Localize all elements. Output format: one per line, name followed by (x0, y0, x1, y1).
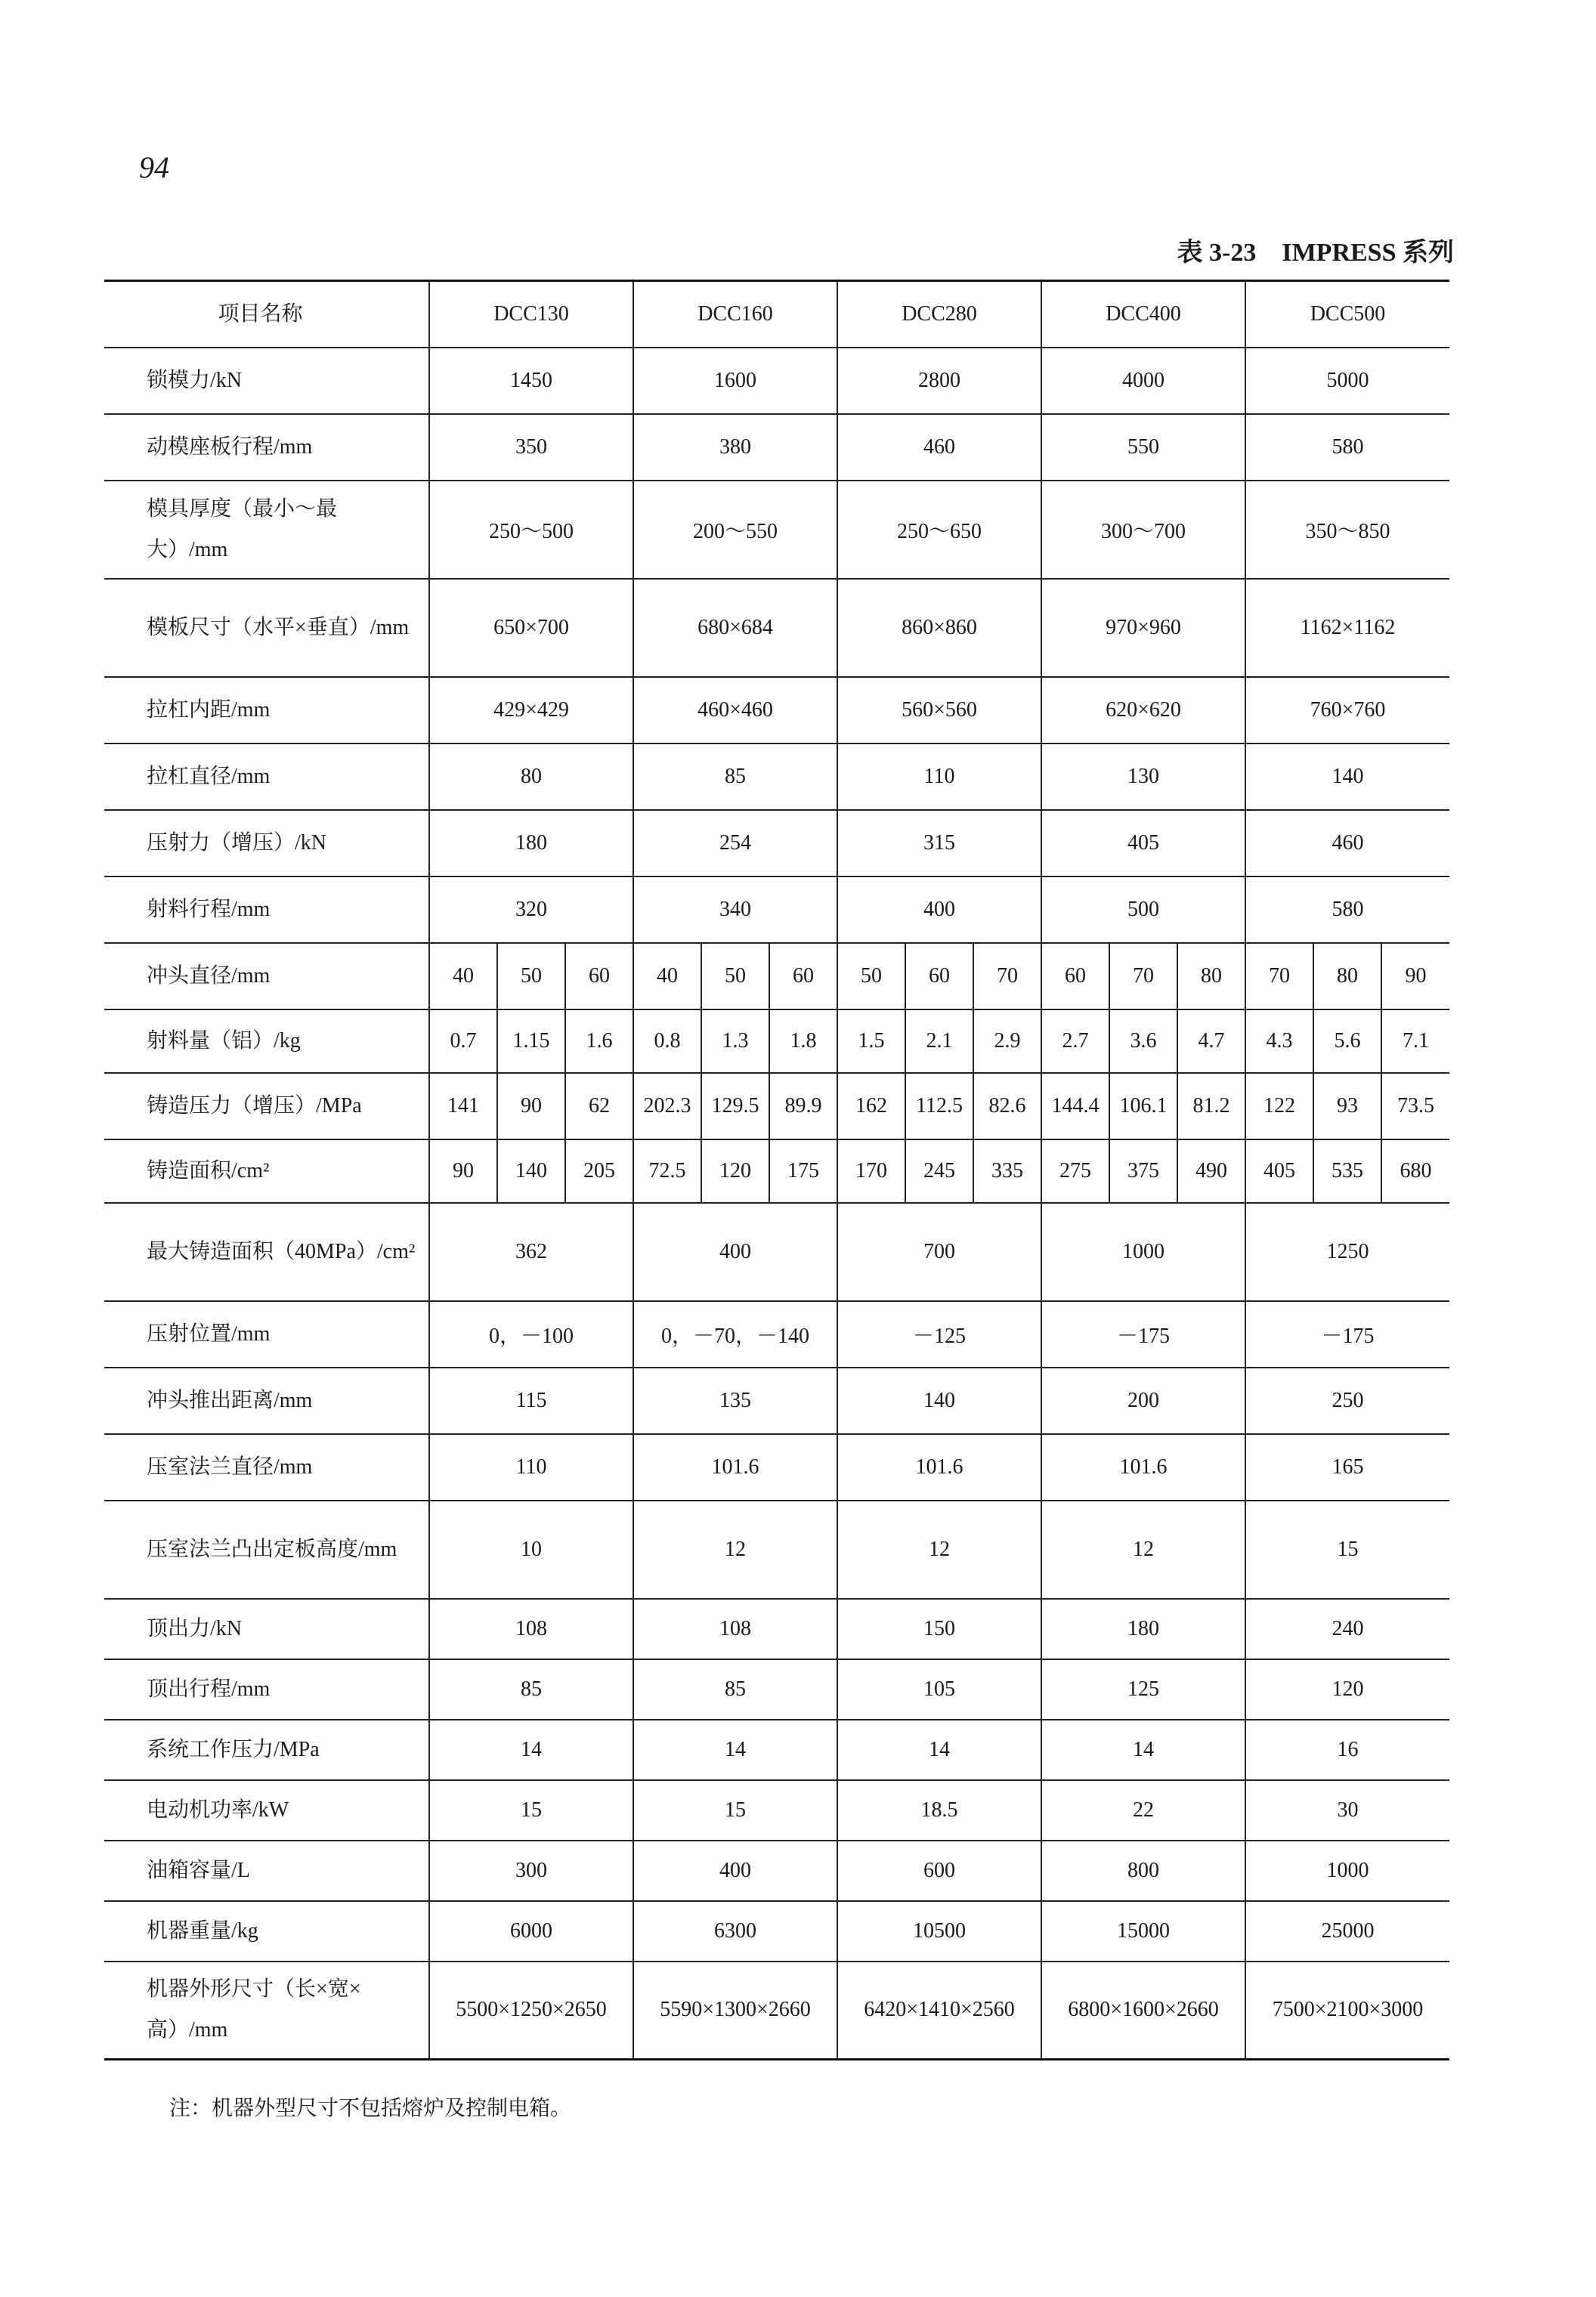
cell-value: 162 (837, 1073, 905, 1139)
cell-value: 6000 (429, 1901, 633, 1962)
cell-value: 490 (1177, 1139, 1245, 1203)
cell-value: 85 (633, 1659, 837, 1720)
table-row (104, 943, 1449, 1009)
cell-value: 112.5 (905, 1073, 973, 1139)
cell-value: 120 (1245, 1659, 1449, 1720)
table-row (104, 1434, 1449, 1501)
cell-value: 80 (429, 744, 633, 810)
cell-value: 550 (1041, 414, 1245, 481)
cell-value: 40 (633, 943, 701, 1009)
table-row (104, 1720, 1449, 1780)
cell-value: 22 (1041, 1780, 1245, 1841)
header-model: DCC500 (1245, 281, 1449, 348)
cell-value: 90 (1381, 943, 1449, 1009)
cell-value: 141 (429, 1073, 497, 1139)
cell-value: 560×560 (837, 677, 1041, 744)
cell-value: 18.5 (837, 1780, 1041, 1841)
cell-value: 50 (837, 943, 905, 1009)
cell-value: 200～550 (633, 481, 837, 579)
row-label: 电动机功率/kW (104, 1780, 429, 1841)
cell-value: 1.3 (701, 1009, 769, 1073)
row-label: 油箱容量/L (104, 1841, 429, 1901)
table-row (104, 744, 1449, 810)
cell-value: 14 (429, 1720, 633, 1780)
cell-value: 165 (1245, 1434, 1449, 1501)
row-label: 拉杠内距/mm (104, 677, 429, 744)
cell-value: 335 (973, 1139, 1041, 1203)
cell-value: 400 (633, 1841, 837, 1901)
cell-value: 12 (837, 1501, 1041, 1599)
row-label: 铸造压力（增压）/MPa (104, 1073, 429, 1139)
cell-value: 14 (837, 1720, 1041, 1780)
table-note: 注：机器外型尺寸不包括熔炉及控制电箱。 (169, 2095, 572, 2120)
cell-value: 140 (1245, 744, 1449, 810)
row-label: 压室法兰凸出定板高度/mm (104, 1501, 429, 1599)
table-row (104, 1659, 1449, 1720)
cell-value: 101.6 (1041, 1434, 1245, 1501)
cell-value: 2800 (837, 348, 1041, 414)
cell-value: 129.5 (701, 1073, 769, 1139)
cell-value: 240 (1245, 1599, 1449, 1659)
cell-value: 1000 (1245, 1841, 1449, 1901)
table-row (104, 1009, 1449, 1073)
cell-value: 70 (973, 943, 1041, 1009)
cell-value: 6420×1410×2560 (837, 1962, 1041, 2060)
cell-value: 82.6 (973, 1073, 1041, 1139)
cell-value: 62 (565, 1073, 633, 1139)
cell-value: 1250 (1245, 1203, 1449, 1301)
cell-value: 245 (905, 1139, 973, 1203)
cell-value: 60 (565, 943, 633, 1009)
header-item: 项目名称 (104, 281, 429, 348)
cell-value: 12 (633, 1501, 837, 1599)
cell-value: 15 (1245, 1501, 1449, 1599)
cell-value: 580 (1245, 414, 1449, 481)
cell-value: 25000 (1245, 1901, 1449, 1962)
cell-value: 1.6 (565, 1009, 633, 1073)
cell-value: 110 (429, 1434, 633, 1501)
cell-value: 405 (1245, 1139, 1313, 1203)
cell-value: 5.6 (1313, 1009, 1381, 1073)
cell-value: 106.1 (1109, 1073, 1177, 1139)
spec-table (104, 280, 1449, 2060)
cell-value: 14 (633, 1720, 837, 1780)
table-row (104, 1901, 1449, 1962)
table-row (104, 1962, 1449, 2060)
table-row (104, 481, 1449, 579)
cell-value: 4000 (1041, 348, 1245, 414)
cell-value: 81.2 (1177, 1073, 1245, 1139)
row-label: 压射力（增压）/kN (104, 810, 429, 876)
cell-value: 600 (837, 1841, 1041, 1901)
cell-value: 300～700 (1041, 481, 1245, 579)
cell-value: 60 (769, 943, 837, 1009)
table-row (104, 1203, 1449, 1301)
cell-value: 5500×1250×2650 (429, 1962, 633, 2060)
cell-value: 340 (633, 876, 837, 943)
cell-value: 70 (1109, 943, 1177, 1009)
cell-value: 205 (565, 1139, 633, 1203)
cell-value: 860×860 (837, 579, 1041, 677)
table-row (104, 876, 1449, 943)
cell-value: 12 (1041, 1501, 1245, 1599)
cell-value: 7500×2100×3000 (1245, 1962, 1449, 2060)
cell-value: 85 (429, 1659, 633, 1720)
cell-value: 1.15 (497, 1009, 565, 1073)
cell-value: 2.1 (905, 1009, 973, 1073)
table-row (104, 1841, 1449, 1901)
row-label: 压室法兰直径/mm (104, 1434, 429, 1501)
cell-value: 300 (429, 1841, 633, 1901)
cell-value: 4.3 (1245, 1009, 1313, 1073)
cell-value: 970×960 (1041, 579, 1245, 677)
cell-value: 108 (429, 1599, 633, 1659)
table-row (104, 1368, 1449, 1434)
cell-value: 90 (429, 1139, 497, 1203)
cell-value: 70 (1245, 943, 1313, 1009)
cell-value: 125 (1041, 1659, 1245, 1720)
cell-value: 760×760 (1245, 677, 1449, 744)
cell-value: 2.7 (1041, 1009, 1109, 1073)
cell-value: 500 (1041, 876, 1245, 943)
cell-value: 3.6 (1109, 1009, 1177, 1073)
cell-value: 50 (701, 943, 769, 1009)
cell-value: 700 (837, 1203, 1041, 1301)
row-label: 最大铸造面积（40MPa）/cm² (104, 1203, 429, 1301)
cell-value: 80 (1313, 943, 1381, 1009)
cell-value: 0.8 (633, 1009, 701, 1073)
cell-value: 15000 (1041, 1901, 1245, 1962)
cell-value: 10500 (837, 1901, 1041, 1962)
header-model: DCC280 (837, 281, 1041, 348)
cell-value: 400 (837, 876, 1041, 943)
cell-value: 1600 (633, 348, 837, 414)
cell-value: 460 (837, 414, 1041, 481)
row-label: 锁模力/kN (104, 348, 429, 414)
table-row (104, 414, 1449, 481)
cell-value: 800 (1041, 1841, 1245, 1901)
cell-value: 14 (1041, 1720, 1245, 1780)
cell-value: 30 (1245, 1780, 1449, 1841)
cell-value: 16 (1245, 1720, 1449, 1780)
header-model: DCC160 (633, 281, 837, 348)
cell-value: 15 (633, 1780, 837, 1841)
cell-value: 122 (1245, 1073, 1313, 1139)
cell-value: 620×620 (1041, 677, 1245, 744)
cell-value: 180 (1041, 1599, 1245, 1659)
cell-value: 375 (1109, 1139, 1177, 1203)
row-label: 冲头直径/mm (104, 943, 429, 1009)
cell-value: 315 (837, 810, 1041, 876)
cell-value: 580 (1245, 876, 1449, 943)
cell-value: 1450 (429, 348, 633, 414)
cell-value: 135 (633, 1368, 837, 1434)
cell-value: 5000 (1245, 348, 1449, 414)
row-label: 顶出力/kN (104, 1599, 429, 1659)
cell-value: 105 (837, 1659, 1041, 1720)
table-row (104, 1599, 1449, 1659)
cell-value: 362 (429, 1203, 633, 1301)
cell-value: 250～500 (429, 481, 633, 579)
cell-value: 175 (769, 1139, 837, 1203)
cell-value: 10 (429, 1501, 633, 1599)
cell-value: 170 (837, 1139, 905, 1203)
cell-value: 15 (429, 1780, 633, 1841)
cell-value: 93 (1313, 1073, 1381, 1139)
row-label: 冲头推出距离/mm (104, 1368, 429, 1434)
row-label: 射料量（铝）/kg (104, 1009, 429, 1073)
cell-value: 680×684 (633, 579, 837, 677)
cell-value: 0，－70，－140 (633, 1301, 837, 1368)
cell-value: 200 (1041, 1368, 1245, 1434)
row-label: 铸造面积/cm² (104, 1139, 429, 1203)
cell-value: 72.5 (633, 1139, 701, 1203)
cell-value: 429×429 (429, 677, 633, 744)
cell-value: 180 (429, 810, 633, 876)
cell-value: 400 (633, 1203, 837, 1301)
cell-value: 535 (1313, 1139, 1381, 1203)
cell-value: 202.3 (633, 1073, 701, 1139)
table-row (104, 1780, 1449, 1841)
cell-value: 150 (837, 1599, 1041, 1659)
cell-value: 50 (497, 943, 565, 1009)
cell-value: 460 (1245, 810, 1449, 876)
cell-value: 108 (633, 1599, 837, 1659)
header-model: DCC400 (1041, 281, 1245, 348)
cell-value: 5590×1300×2660 (633, 1962, 837, 2060)
table-row (104, 348, 1449, 414)
cell-value: 1.5 (837, 1009, 905, 1073)
cell-value: 250～650 (837, 481, 1041, 579)
cell-value: 1000 (1041, 1203, 1245, 1301)
cell-value: 110 (837, 744, 1041, 810)
row-label: 顶出行程/mm (104, 1659, 429, 1720)
cell-value: 6300 (633, 1901, 837, 1962)
cell-value: 130 (1041, 744, 1245, 810)
cell-value: 80 (1177, 943, 1245, 1009)
cell-value: －125 (837, 1301, 1041, 1368)
cell-value: 101.6 (837, 1434, 1041, 1501)
row-label: 压射位置/mm (104, 1301, 429, 1368)
row-label: 机器重量/kg (104, 1901, 429, 1962)
cell-value: 2.9 (973, 1009, 1041, 1073)
cell-value: 140 (497, 1139, 565, 1203)
cell-value: 101.6 (633, 1434, 837, 1501)
cell-value: 350 (429, 414, 633, 481)
cell-value: 380 (633, 414, 837, 481)
table-row (104, 1139, 1449, 1203)
cell-value: 405 (1041, 810, 1245, 876)
cell-value: 40 (429, 943, 497, 1009)
cell-value: 89.9 (769, 1073, 837, 1139)
cell-value: 680 (1381, 1139, 1449, 1203)
cell-value: 85 (633, 744, 837, 810)
cell-value: －175 (1041, 1301, 1245, 1368)
cell-value: －175 (1245, 1301, 1449, 1368)
table-row (104, 677, 1449, 744)
cell-value: 460×460 (633, 677, 837, 744)
cell-value: 0，－100 (429, 1301, 633, 1368)
page-number: 94 (139, 150, 169, 184)
cell-value: 6800×1600×2660 (1041, 1962, 1245, 2060)
table-row (104, 810, 1449, 876)
header-row (104, 281, 1449, 348)
row-label: 机器外形尺寸（长×宽×高）/mm (104, 1962, 429, 2060)
row-label: 动模座板行程/mm (104, 414, 429, 481)
cell-value: 254 (633, 810, 837, 876)
cell-value: 7.1 (1381, 1009, 1449, 1073)
cell-value: 350～850 (1245, 481, 1449, 579)
row-label: 模具厚度（最小～最大）/mm (104, 481, 429, 579)
cell-value: 60 (905, 943, 973, 1009)
cell-value: 1162×1162 (1245, 579, 1449, 677)
cell-value: 144.4 (1041, 1073, 1109, 1139)
cell-value: 60 (1041, 943, 1109, 1009)
table-row (104, 1501, 1449, 1599)
cell-value: 650×700 (429, 579, 633, 677)
cell-value: 120 (701, 1139, 769, 1203)
cell-value: 275 (1041, 1139, 1109, 1203)
cell-value: 90 (497, 1073, 565, 1139)
header-model: DCC130 (429, 281, 633, 348)
cell-value: 320 (429, 876, 633, 943)
row-label: 模板尺寸（水平×垂直）/mm (104, 579, 429, 677)
cell-value: 0.7 (429, 1009, 497, 1073)
cell-value: 140 (837, 1368, 1041, 1434)
cell-value: 115 (429, 1368, 633, 1434)
table-caption: 表 3-23 IMPRESS 系列 (1177, 239, 1454, 267)
row-label: 射料行程/mm (104, 876, 429, 943)
cell-value: 1.8 (769, 1009, 837, 1073)
table-row (104, 1301, 1449, 1368)
table-row (104, 579, 1449, 677)
row-label: 系统工作压力/MPa (104, 1720, 429, 1780)
cell-value: 73.5 (1381, 1073, 1449, 1139)
cell-value: 4.7 (1177, 1009, 1245, 1073)
row-label: 拉杠直径/mm (104, 744, 429, 810)
cell-value: 250 (1245, 1368, 1449, 1434)
table-row (104, 1073, 1449, 1139)
